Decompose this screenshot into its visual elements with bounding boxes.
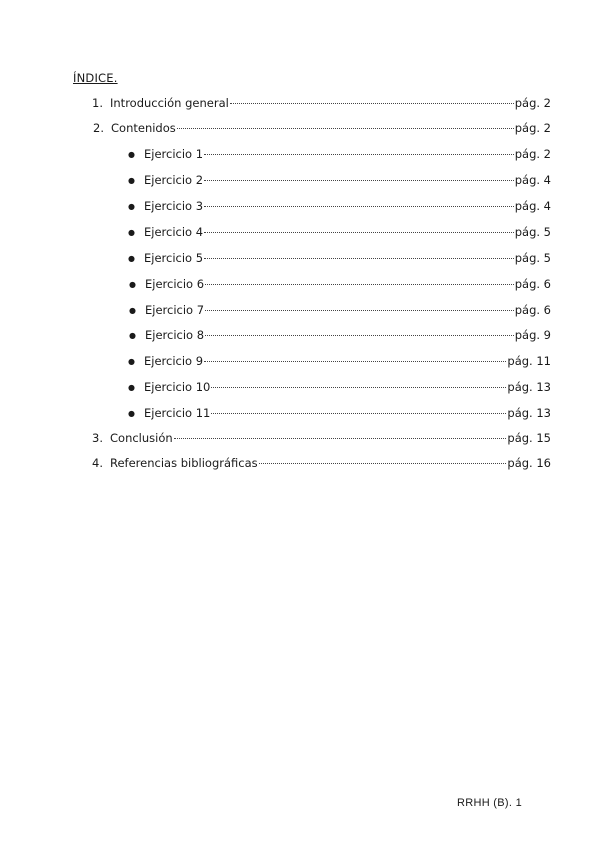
toc-subentry [128,379,551,395]
toc-entry [92,455,551,471]
toc-subentry [128,198,551,214]
dot-leader [211,386,506,388]
dot-leader [177,127,514,129]
toc-subentry [129,276,551,292]
bullet-icon: ● [128,254,135,263]
dot-leader [230,102,514,104]
toc-entry-page: pág. 2 [514,147,551,161]
bullet-icon: ● [128,228,135,237]
toc-entry-label: Ejercicio 3 [144,199,204,213]
toc-entry-label: Ejercicio 6 [145,277,205,291]
toc-entry [92,95,551,111]
toc-subentry [129,327,551,343]
toc-entry-label: Introducción general [110,96,229,110]
toc-entry-label: Ejercicio 9 [144,354,204,368]
toc-subentry [128,224,551,240]
dot-leader [204,205,514,207]
toc-entry-label: Ejercicio 5 [144,251,204,265]
toc-entry-page: pág. 11 [507,354,551,368]
dot-leader [174,437,507,439]
toc-entry-page: pág. 4 [514,173,551,187]
bullet-icon: ● [128,150,135,159]
toc-entry-label: Ejercicio 10 [144,380,211,394]
toc-entry-label: Ejercicio 1 [144,147,204,161]
toc-entry-page: pág. 6 [514,303,551,317]
bullet-icon: ● [129,306,136,315]
toc-entry-label: Ejercicio 2 [144,173,204,187]
toc-subentry [128,250,551,266]
toc-entry-label: Referencias bibliográficas [110,456,258,470]
toc-subentry [128,353,551,369]
toc-entry-label: Ejercicio 11 [144,406,211,420]
toc-entry-page: pág. 2 [514,96,551,110]
toc-entry-number: 4. [92,456,103,470]
dot-leader [204,257,514,259]
toc-entry-page: pág. 13 [507,406,551,420]
dot-leader [204,179,514,181]
toc-subentry [128,172,551,188]
toc-entry-label: Ejercicio 8 [145,328,205,342]
toc-entry-number: 2. [93,121,104,135]
dot-leader [205,334,514,336]
dot-leader [205,309,514,311]
toc-title: ÍNDICE. [73,71,118,85]
toc-entry-label: Ejercicio 4 [144,225,204,239]
toc-subentry [128,405,551,421]
toc-entry-page: pág. 5 [514,225,551,239]
toc-entry-page: pág. 6 [514,277,551,291]
dot-leader [211,412,506,414]
bullet-icon: ● [128,409,135,418]
toc-entry-page: pág. 4 [514,199,551,213]
bullet-icon: ● [129,280,136,289]
toc-entry-page: pág. 5 [514,251,551,265]
dot-leader [204,153,514,155]
toc-subentry [129,302,551,318]
toc-entry-number: 3. [92,431,103,445]
toc-entry-label: Conclusión [110,431,173,445]
toc-entry-page: pág. 16 [507,456,551,470]
bullet-icon: ● [128,357,135,366]
toc-entry-label: Ejercicio 7 [145,303,205,317]
bullet-icon: ● [129,331,136,340]
toc-entry-page: pág. 15 [507,431,551,445]
dot-leader [205,283,514,285]
toc-subentry [128,146,551,162]
toc-entry-page: pág. 13 [507,380,551,394]
dot-leader [259,462,507,464]
toc-entry-number: 1. [92,96,103,110]
bullet-icon: ● [128,202,135,211]
toc-entry-page: pág. 2 [514,121,551,135]
dot-leader [204,360,506,362]
page-footer: RRHH (B). 1 [456,797,522,809]
bullet-icon: ● [128,383,135,392]
toc-entry-page: pág. 9 [514,328,551,342]
bullet-icon: ● [128,176,135,185]
toc-entry [93,120,551,136]
toc-entry-label: Contenidos [111,121,176,135]
toc-entry [92,430,551,446]
dot-leader [204,231,514,233]
